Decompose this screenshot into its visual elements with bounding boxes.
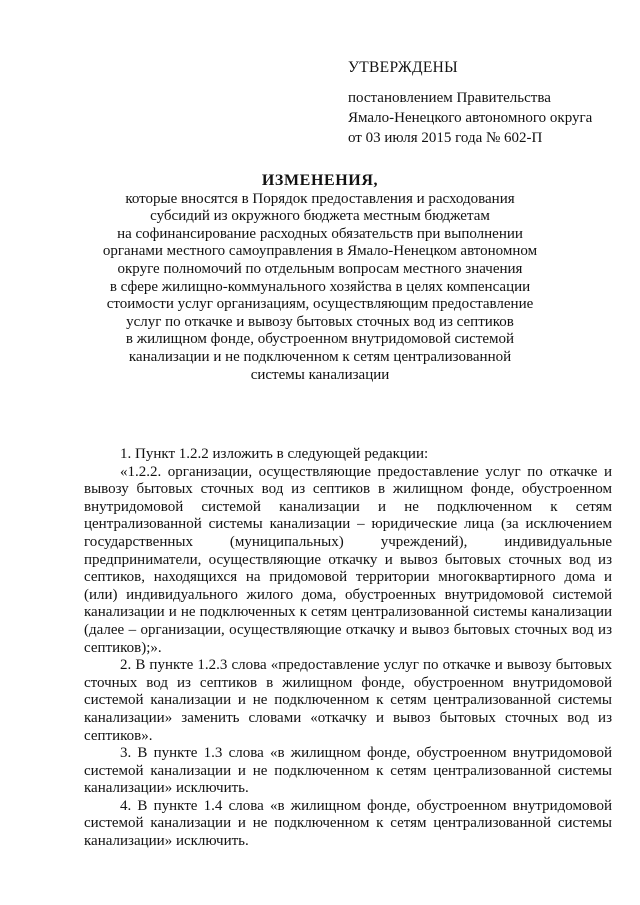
title-line: округе полномочий по отдельным вопросам местного значения [117,260,523,277]
approval-line-1: постановлением Правительства [348,90,551,106]
title-line: субсидий из окружного бюджета местным бюджетам [150,208,490,225]
approval-line-2: Ямало-Ненецкого автономного округа [348,110,593,126]
paragraph-2: 2. В пункте 1.2.3 слова «предоставление услуг по откачке и вывозу бытовых сточных вод из септиков в жилищном фонде, обустроенном внутридомовой системой канализации и не подключенном к сетям централизованной системы канализации» заменить словами «откачку и вывоз бытовых сточных вод из септиков». [84,657,612,744]
document-body [84,446,612,851]
approval-heading: УТВЕРЖДЕНЫ [348,59,458,76]
paragraph-3: 3. В пункте 1.3 слова «в жилищном фонде, обустроенном внутридомовой системой канализации и не подключенном к сетям централизованной системы канализации» исключить. [84,745,612,797]
approval-stamp [348,58,618,148]
title-line: которые вносятся в Порядок предоставления и расходования [125,190,515,207]
title-line: услуг по откачке и вывозу бытовых сточных вод из септиков [126,313,514,330]
title-line: в сфере жилищно-коммунального хозяйства в целях компенсации [109,278,531,295]
title-line: канализации и не подключенном к сетям централизованной [128,348,512,365]
title-line: в жилищном фонде, обустроенном внутридомовой системой [125,331,515,348]
paragraph-1: 1. Пункт 1.2.2 изложить в следующей редакции: [120,446,429,462]
document-title [100,172,540,384]
title-line: системы канализации [250,366,390,383]
approval-line-3: от 03 июля 2015 года № 602-П [348,130,543,146]
paragraph-4: 4. В пункте 1.4 слова «в жилищном фонде, обустроенном внутридомовой системой канализации и не подключенном к сетям централизованной системы канализации» исключить. [84,797,612,850]
title-line: стоимости услуг организациям, осуществляющим предоставление [106,296,534,313]
title-main: ИЗМЕНЕНИЯ, [261,172,379,189]
paragraph-1-2-2: «1.2.2. организации, осуществляющие предоставление услуг по откачке и вывозу бытовых сточных вод из септиков в жилищном фонде, обустроенном внутридомовой системой канализации и не подключенном к сетям централизованной системы канализации – юридические лица (за исключением государственных (муниципальных) учреждений), индивидуальные предприниматели, осуществляющие откачку и вывоз бытовых сточных вод из септиков, находящихся на придомовой территории многоквартирного дома и (или) индивидуального жилого дома, обустроенных внутридомовой системой канализации и не подключенных к сетям централизованной системы канализации (далее – организации, осуществляющие откачку и вывоз бытовых сточных вод из септиков);». [84,463,612,656]
title-line: на софинансирование расходных обязательств при выполнении [117,225,523,242]
title-line: органами местного самоуправления в Ямало-Ненецком автономном [102,243,538,260]
